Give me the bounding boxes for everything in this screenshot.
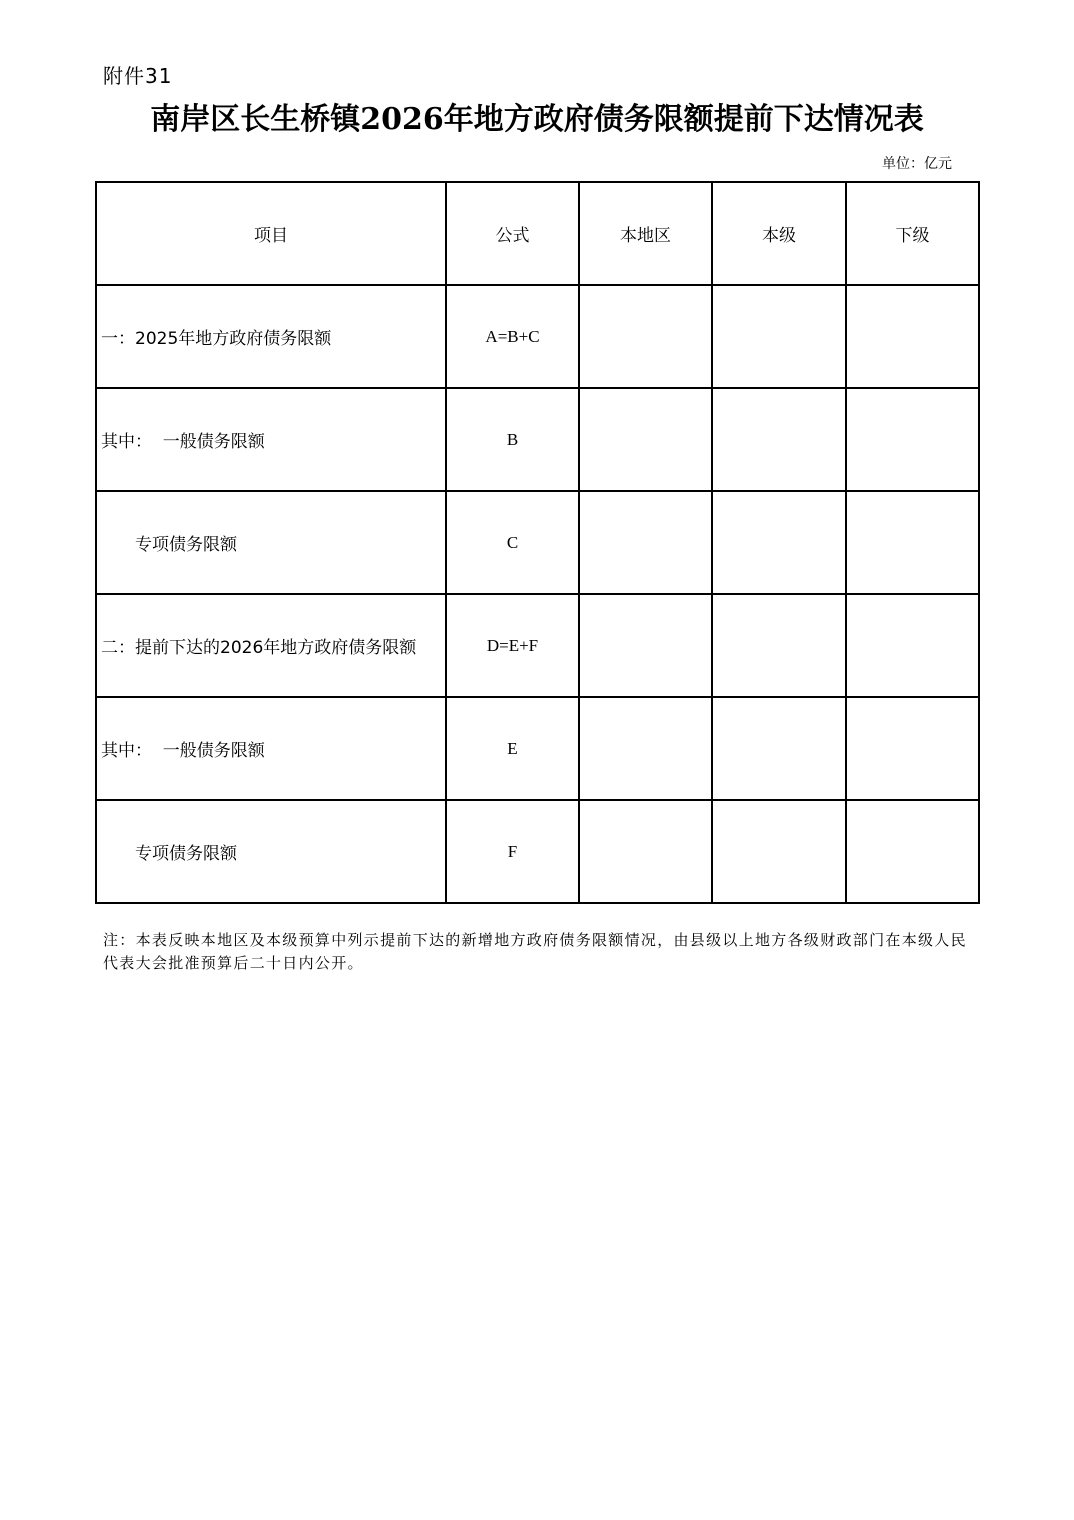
- row-lower-level-value: [846, 594, 979, 697]
- header-local: 本地区: [579, 182, 712, 285]
- debt-limit-table: [95, 181, 980, 904]
- row-local-value: [579, 697, 712, 800]
- row-same-level-value: [712, 800, 846, 903]
- row-formula: D=E+F: [446, 594, 579, 697]
- table-row: [96, 594, 979, 697]
- table-row: [96, 388, 979, 491]
- header-formula: 公式: [446, 182, 579, 285]
- header-lower-level: 下级: [846, 182, 979, 285]
- row-formula: B: [446, 388, 579, 491]
- row-formula: C: [446, 491, 579, 594]
- row-same-level-value: [712, 285, 846, 388]
- table-row: [96, 285, 979, 388]
- row-local-value: [579, 388, 712, 491]
- row-lower-level-value: [846, 491, 979, 594]
- row-item: 一：2025年地方政府债务限额: [96, 285, 446, 388]
- row-formula: E: [446, 697, 579, 800]
- row-formula: A=B+C: [446, 285, 579, 388]
- row-item: 专项债务限额: [96, 800, 446, 903]
- table-row: [96, 697, 979, 800]
- row-local-value: [579, 800, 712, 903]
- row-item: 其中： 一般债务限额: [96, 697, 446, 800]
- header-same-level: 本级: [712, 182, 846, 285]
- row-lower-level-value: [846, 697, 979, 800]
- table-row: [96, 800, 979, 903]
- row-lower-level-value: [846, 800, 979, 903]
- row-lower-level-value: [846, 388, 979, 491]
- row-same-level-value: [712, 491, 846, 594]
- table-row: [96, 491, 979, 594]
- row-item: 其中： 一般债务限额: [96, 388, 446, 491]
- row-same-level-value: [712, 697, 846, 800]
- row-item: 二：提前下达的2026年地方政府债务限额: [96, 594, 446, 697]
- row-formula: F: [446, 800, 579, 903]
- row-local-value: [579, 285, 712, 388]
- row-lower-level-value: [846, 285, 979, 388]
- row-same-level-value: [712, 594, 846, 697]
- header-item: 项目: [96, 182, 446, 285]
- row-item: 专项债务限额: [96, 491, 446, 594]
- page-title: 南岸区长生桥镇2026年地方政府债务限额提前下达情况表: [150, 102, 924, 137]
- table-note: 注：本表反映本地区及本级预算中列示提前下达的新增地方政府债务限额情况，由县级以上地方各级财政部门在本级人民代表大会批准预算后二十日内公开。: [103, 931, 967, 972]
- table-header-row: [96, 182, 979, 285]
- row-same-level-value: [712, 388, 846, 491]
- attachment-label: 附件31: [103, 64, 173, 88]
- unit-label: 单位：亿元: [882, 156, 952, 172]
- row-local-value: [579, 491, 712, 594]
- row-local-value: [579, 594, 712, 697]
